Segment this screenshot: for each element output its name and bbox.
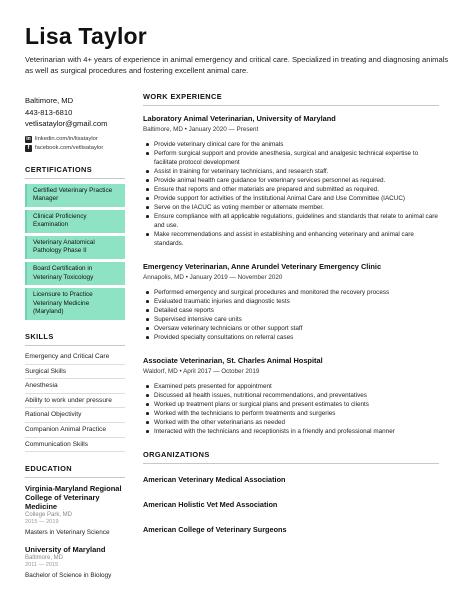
education-degree: Masters in Veterinary Science xyxy=(25,529,110,537)
skill-item: Companion Animal Practice xyxy=(25,423,125,438)
linkedin-url: linkedin.com/in/lisataylor xyxy=(35,135,98,142)
job-bullet: Examined pets presented for appointment xyxy=(143,382,439,391)
job-bullet: Ensure compliance with all applicable regulations, guidelines and standards that relate to animal care and use. xyxy=(143,212,439,230)
contact-phone: 443-813-6810 xyxy=(25,107,73,117)
job-entry xyxy=(143,356,439,436)
education-entry xyxy=(25,484,125,537)
job-bullet: Provide animal health care guidance for veterinary services personnel as required. xyxy=(143,176,439,185)
job-meta: Baltimore, MD • January 2020 — Present xyxy=(143,126,259,133)
job-meta: Annapolis, MD • January 2019 — November 2020 xyxy=(143,274,283,281)
work-experience-title: WORK EXPERIENCE xyxy=(143,92,439,106)
job-bullet: Interacted with the technicians and receptionists in a friendly and professional manner xyxy=(143,427,439,436)
linkedin-icon: in xyxy=(26,135,31,142)
job-bullet: Oversaw veterinary technicians or other support staff xyxy=(143,324,439,333)
education-dates: 2011 — 2015 xyxy=(25,562,59,569)
certification-item: Certified Veterinary Practice Manager xyxy=(25,184,125,207)
facebook-link[interactable] xyxy=(25,144,125,153)
organization-item: American College of Veterinary Surgeons xyxy=(143,525,287,534)
job-title: Emergency Veterinarian, Anne Arundel Veterinary Emergency Clinic xyxy=(143,262,382,271)
skill-item: Surgical Skills xyxy=(25,365,125,380)
job-bullet: Evaluated traumatic injuries and diagnostic tests xyxy=(143,297,439,306)
certification-item: Veterinary Anatomical Pathology Phase II xyxy=(25,236,125,259)
job-bullet: Make recommendations and assist in establishing and enhancing veterinary and animal care standards. xyxy=(143,230,439,248)
education-entry xyxy=(25,545,125,580)
job-bullets xyxy=(143,288,439,342)
job-entry xyxy=(143,262,439,342)
job-bullet: Supervised intensive care units xyxy=(143,315,439,324)
skill-item: Emergency and Critical Care xyxy=(25,350,125,365)
job-bullet: Provided specialty consultations on referral cases xyxy=(143,333,439,342)
job-bullets xyxy=(143,382,439,436)
right-column xyxy=(143,92,439,534)
certifications-list xyxy=(25,184,125,321)
skill-item: Communication Skills xyxy=(25,438,125,453)
linkedin-link[interactable] xyxy=(25,135,125,144)
skills-title: SKILLS xyxy=(25,332,125,346)
organization-item: American Veterinary Medical Association xyxy=(143,475,286,484)
job-bullet: Detailed case reports xyxy=(143,306,439,315)
job-bullet: Assist in training for veterinary technicians, and research staff. xyxy=(143,167,439,176)
job-bullet: Performed emergency and surgical procedures and monitored the recovery process xyxy=(143,288,439,297)
skills-list xyxy=(25,350,125,452)
education-degree: Bachelor of Science in Biology xyxy=(25,572,112,580)
job-bullet: Worked with the technicians to perform treatments and surgeries xyxy=(143,409,439,418)
education-school: Virginia-Maryland Regional College of Veterinary Medicine xyxy=(25,484,122,512)
job-title: Associate Veterinarian, St. Charles Animal Hospital xyxy=(143,356,323,365)
job-bullet: Worked up treatment plans or surgical plans and present estimates to clients xyxy=(143,400,439,409)
education-school: University of Maryland xyxy=(25,545,106,555)
contact-location: Baltimore, MD xyxy=(25,96,74,105)
certification-item: Clinical Proficiency Examination xyxy=(25,210,125,233)
facebook-icon: f xyxy=(25,145,32,152)
education-section xyxy=(25,464,125,580)
organizations-section xyxy=(143,450,439,534)
contact-block xyxy=(25,95,125,153)
facebook-url: facebook.com/vetlisataylor xyxy=(35,144,104,151)
certifications-title: CERTIFICATIONS xyxy=(25,165,125,179)
resume-header xyxy=(25,22,455,76)
skill-item: Rational Objectivity xyxy=(25,408,125,423)
job-bullets xyxy=(143,140,439,248)
job-bullet: Ensure that reports and other materials are prepared and submitted as required. xyxy=(143,185,439,194)
job-title: Laboratory Animal Veterinarian, University of Maryland xyxy=(143,114,336,123)
candidate-name: Lisa Taylor xyxy=(25,23,147,49)
contact-email[interactable]: vetlisataylor@gmail.com xyxy=(25,119,108,128)
job-bullet: Perform surgical support and provide anesthesia, surgical and analgesic technical expertise to facilitate protocol development xyxy=(143,149,439,167)
organization-item: American Holistic Vet Med Association xyxy=(143,500,278,509)
social-links xyxy=(25,135,125,153)
left-column xyxy=(25,95,125,580)
skill-item: Anesthesia xyxy=(25,379,125,394)
job-bullet: Provide support for activities of the Institutional Animal Care and Use Committee (IACUC) xyxy=(143,194,439,203)
job-bullet: Worked with the other veterinarians as needed xyxy=(143,418,439,427)
education-title: EDUCATION xyxy=(25,464,125,478)
job-meta: Waldorf, MD • April 2017 — October 2019 xyxy=(143,368,260,375)
job-bullet: Discussed all health issues, nutritional recommendations, and preventatives xyxy=(143,391,439,400)
job-entry xyxy=(143,114,439,248)
skill-item: Ability to work under pressure xyxy=(25,394,125,409)
organizations-title: ORGANIZATIONS xyxy=(143,450,439,464)
certification-item: Licensure to Practice Veterinary Medicine (Maryland) xyxy=(25,288,125,320)
job-bullet: Provide veterinary clinical care for the animals xyxy=(143,140,439,149)
education-location: Baltimore, MD xyxy=(25,555,64,562)
certification-item: Board Certification in Veterinary Toxicology xyxy=(25,262,125,285)
job-bullet: Serve on the IACUC as voting member or alternate member. xyxy=(143,203,439,212)
summary: Veterinarian with 4+ years of experience in animal emergency and critical care. Specialized in treating and diagnosing animals as well as surgical procedures and fostering excellent animal care. xyxy=(25,55,449,75)
education-location: College Park, MD xyxy=(25,512,73,519)
certifications-section xyxy=(25,165,125,321)
skills-section xyxy=(25,332,125,452)
education-dates: 2015 — 2019 xyxy=(25,519,59,526)
